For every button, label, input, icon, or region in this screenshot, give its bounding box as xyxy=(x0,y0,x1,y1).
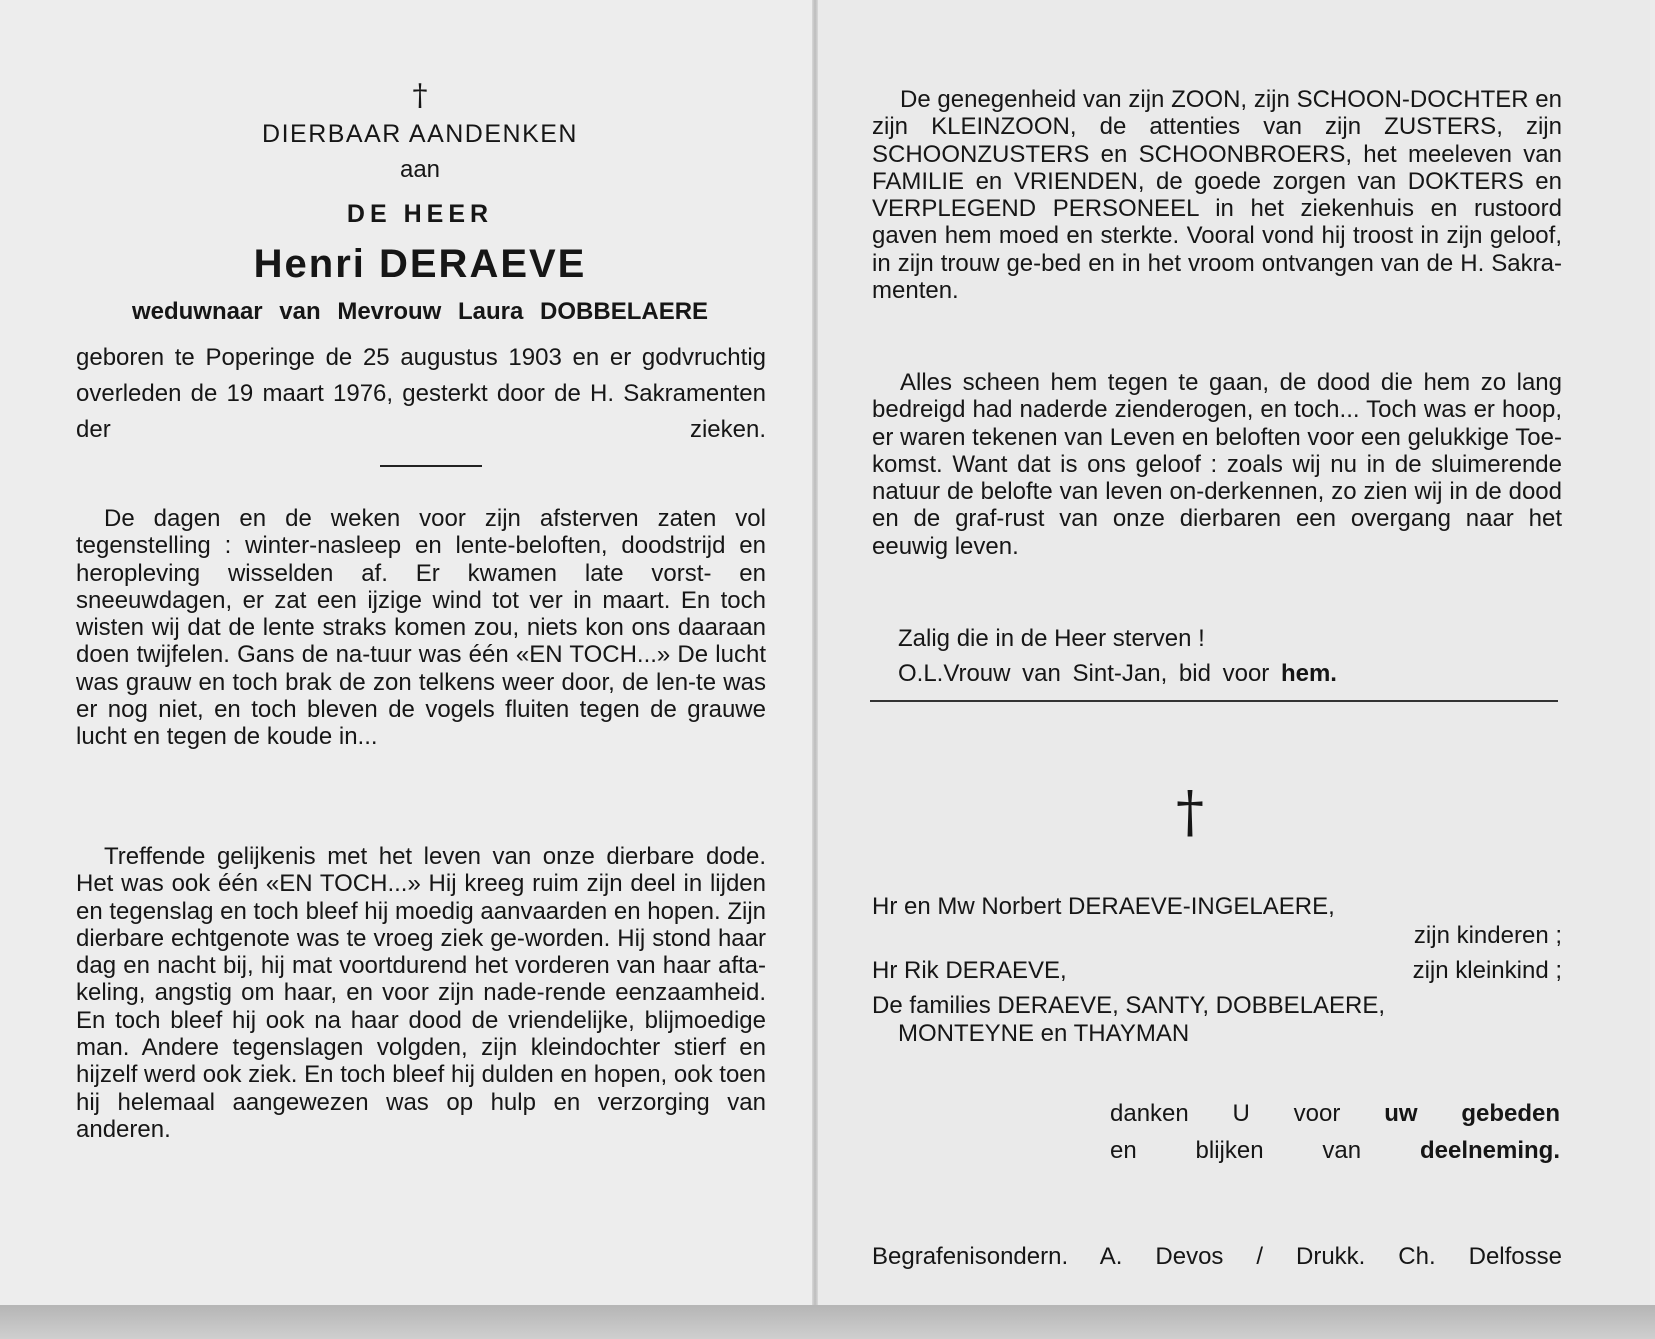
thanks-2b: deelneming. xyxy=(1419,1137,1561,1164)
thanks-1b: uw gebeden xyxy=(1384,1100,1561,1127)
header-text: DIERBAAR AANDENKEN xyxy=(262,120,578,148)
family-grandchild-name: Hr Rik DERAEVE, xyxy=(872,957,1067,984)
prayer-start: O.L.Vrouw van Sint-Jan, bid voor xyxy=(898,660,1270,687)
thanks-1a: danken U voor xyxy=(1110,1100,1341,1127)
divider-short xyxy=(380,465,482,467)
prayer-line xyxy=(898,660,1337,688)
left-paragraph-2: Treffende gelijkenis met het leven van onze dierbare dode. Het was ook één «EN TOCH...» Hij kreeg ruim zijn deel in lijden en tegenslag en toch bleef hij moedig aanvaarden en hopen. Zijn dierbare echtgenote was te vroeg ziek ge-worden. Hij stond haar dag en nacht bij, hij mat voortdurend het vorderen van haar afta-keling, angstig om haar, en voor zijn nade-rende eenzaamheid. En toch bleef hij ook na haar dood de vriendelijke, blijmoedige man. Andere tegenslagen volgden, zijn kleindochter stierf en hijzelf werd ook ziek. En toch bleef hij dulden en hopen, ook toen hij helemaal aangewezen was op hulp en verzorging van anderen. xyxy=(76,843,766,1143)
right-paragraph-2: Alles scheen hem tegen te gaan, de dood die hem zo lang bedreigd had naderde zienderogen, en toch... Toch was er hoop, er waren tekenen van Leven en beloften voor een gelukkige Toe-komst. Want dat is ons geloof : zoals wij nu in de sluimerende natuur de belofte van leven on-derkennen, zo zien wij in de dood en de graf-rust van onze dierbaren een overgang naar het eeuwig leven. xyxy=(872,369,1562,560)
printer-credit: Begrafenisondern. A. Devos / Drukk. Ch. Delfosse xyxy=(872,1243,1562,1270)
family-line-2 xyxy=(872,957,1562,985)
family-line-1: Hr en Mw Norbert DERAEVE-INGELAERE, xyxy=(872,893,1335,920)
family-line-3: De families DERAEVE, SANTY, DOBBELAERE, xyxy=(872,992,1386,1019)
title-text: DE HEER xyxy=(346,200,494,228)
zalig-line: Zalig die in de Heer sterven ! xyxy=(898,625,1205,652)
scan-background xyxy=(0,1305,1655,1339)
left-paragraph-1: De dagen en de weken voor zijn afsterven zaten vol tegenstelling : winter-nasleep en lente-beloften, doodstrijd en heropleving wisselden af. Er kwamen late vorst- en sneeuwdagen, er zat een ijzige wind tot ver in maart. En toch wisten wij dat de lente straks komen zou, niets kon ons daaraan doen twijfelen. Gans de na-tuur was één «EN TOCH...» De lucht was grauw en toch brak de zon telkens weer door, de len-te was er nog niet, en toch bleven de vogels fluiten tegen de grauwe lucht en tegen de koude in... xyxy=(76,505,766,751)
thanks-2a: en blijken van xyxy=(1110,1137,1362,1164)
right-paragraph-1: De genegenheid van zijn ZOON, zijn SCHOON-DOCHTER en zijn KLEINZOON, de attenties van zijn ZUSTERS, zijn SCHOONZUSTERS en SCHOONBROERS, het meeleven van FAMILIE en VRIENDEN, de goede zorgen van DOKTERS en VERPLEGEND PERSONEEL in het ziekenhuis en rustoord gaven hem moed en sterkte. Vooral vond hij troost in zijn geloof, in zijn trouw ge-bed en in het vroom ontvangen van de H. Sakra-menten. xyxy=(872,86,1562,305)
birth-death-info: geboren te Poperinge de 25 augustus 1903 en er godvruchtig overleden de 19 maart 1976, gesterkt door de H. Sakramenten der zieken. xyxy=(76,344,766,443)
thanks-line-2 xyxy=(1110,1137,1560,1165)
card-fold xyxy=(812,0,818,1305)
thanks-line-1 xyxy=(1110,1100,1560,1128)
divider-long xyxy=(870,700,1558,702)
aan-text: aan xyxy=(399,156,441,183)
cross-icon: † xyxy=(412,78,428,113)
family-role-grandchild: zijn kleinkind ; xyxy=(1412,957,1562,984)
cross-icon: † xyxy=(1176,780,1204,845)
prayer-end: hem. xyxy=(1280,660,1337,687)
deceased-name: Henri DERAEVE xyxy=(253,242,587,286)
family-role-children: zijn kinderen ; xyxy=(1413,922,1562,949)
widower-line: weduwnaar van Mevrouw Laura DOBBELAERE xyxy=(131,298,709,325)
family-line-3-cont: MONTEYNE en THAYMAN xyxy=(898,1020,1190,1047)
